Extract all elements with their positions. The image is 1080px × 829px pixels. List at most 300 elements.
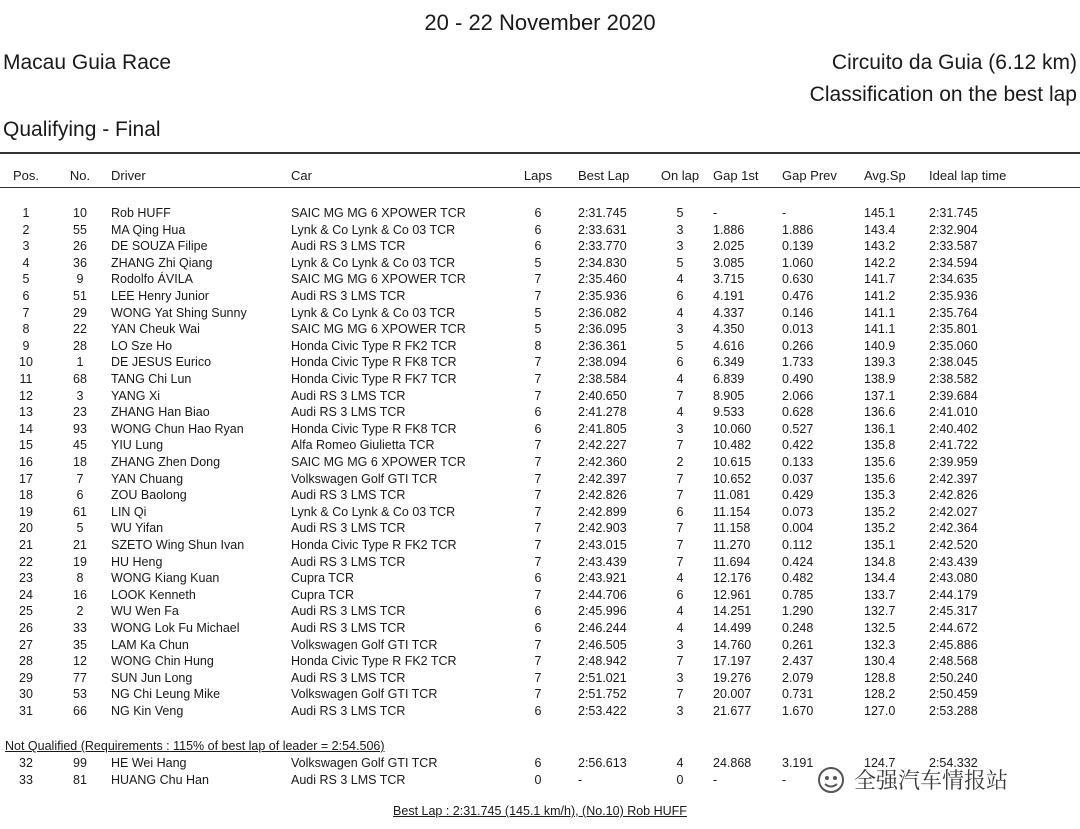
number-cell: 2 — [76, 604, 84, 619]
wechat-icon — [816, 766, 846, 794]
pos-cell: 29 — [19, 670, 33, 685]
laps-cell: 5 — [534, 305, 542, 320]
car-cell: SAIC MG MG 6 XPOWER TCR — [291, 455, 466, 469]
number-cell: 18 — [73, 455, 87, 469]
number-cell: 81 — [73, 772, 87, 787]
best-lap-cell: 2:41.805 — [578, 421, 627, 436]
number-cell: 51 — [73, 289, 87, 303]
pos-cell: 30 — [19, 687, 33, 702]
avg-speed-cell: 143.2 — [864, 239, 896, 254]
number-cell: 53 — [73, 687, 87, 702]
avg-speed-cell: 137.1 — [864, 388, 896, 403]
table-row — [0, 454, 1080, 470]
car-cell: Audi RS 3 LMS TCR — [291, 239, 406, 254]
gap-prev-cell: 0.785 — [782, 587, 814, 602]
col-gap-prev: Gap Prev — [782, 168, 837, 183]
avg-speed-cell: 127.0 — [864, 704, 896, 718]
best-lap-cell: 2:44.706 — [578, 587, 627, 602]
best-lap-cell: 2:35.460 — [578, 272, 627, 287]
car-cell: Cupra TCR — [291, 587, 354, 602]
ideal-lap-cell: 2:44.672 — [929, 621, 978, 635]
pos-cell: 27 — [19, 637, 33, 652]
car-cell: Honda Civic Type R FK2 TCR — [291, 538, 457, 552]
on-lap-cell: 3 — [676, 222, 684, 237]
gap-1st-cell: 3.715 — [713, 272, 745, 287]
gap-prev-cell: 0.429 — [782, 488, 814, 503]
driver-cell: ZOU Baolong — [111, 488, 187, 503]
ideal-lap-cell: 2:35.764 — [929, 305, 978, 320]
gap-prev-cell: 0.490 — [782, 372, 814, 386]
best-lap-cell: 2:38.094 — [578, 355, 627, 370]
ideal-lap-cell: 2:43.080 — [929, 571, 978, 586]
best-lap-footer: Best Lap : 2:31.745 (145.1 km/h), (No.10) Rob HUFF — [393, 804, 687, 818]
gap-1st-cell: 21.677 — [713, 704, 752, 718]
pos-cell: 22 — [19, 554, 33, 569]
gap-1st-cell: 4.191 — [713, 289, 745, 303]
avg-speed-cell: 136.1 — [864, 421, 896, 436]
best-lap-cell: 2:36.095 — [578, 322, 627, 337]
gap-1st-cell: 8.905 — [713, 388, 745, 403]
pos-cell: 14 — [19, 421, 33, 436]
pos-cell: 5 — [22, 272, 30, 287]
gap-prev-cell: 2.066 — [782, 388, 814, 403]
pos-cell: 17 — [19, 471, 33, 486]
laps-cell: 5 — [534, 322, 542, 337]
on-lap-cell: 3 — [676, 704, 684, 718]
pos-cell: 4 — [22, 255, 30, 270]
number-cell: 22 — [73, 322, 87, 337]
col-driver: Driver — [111, 168, 146, 183]
driver-cell: LOOK Kenneth — [111, 587, 196, 602]
car-cell: Honda Civic Type R FK7 TCR — [291, 372, 457, 386]
on-lap-cell: 3 — [676, 637, 684, 652]
ideal-lap-cell: 2:34.594 — [929, 255, 978, 270]
avg-speed-cell: 135.6 — [864, 471, 896, 486]
gap-prev-cell: 0.476 — [782, 289, 814, 303]
table-row — [0, 205, 1080, 221]
best-lap-cell: 2:42.360 — [578, 455, 627, 469]
car-cell: Audi RS 3 LMS TCR — [291, 405, 406, 420]
car-cell: Audi RS 3 LMS TCR — [291, 289, 406, 303]
number-cell: 45 — [73, 438, 87, 453]
laps-cell: 7 — [534, 587, 542, 602]
driver-cell: LEE Henry Junior — [111, 289, 209, 303]
col-best-lap: Best Lap — [578, 168, 630, 183]
driver-cell: SZETO Wing Shun Ivan — [111, 538, 245, 552]
table-row — [0, 587, 1080, 603]
driver-cell: LAM Ka Chun — [111, 637, 189, 652]
gap-1st-cell: 6.349 — [713, 355, 745, 370]
gap-1st-cell: - — [713, 772, 718, 787]
pos-cell: 32 — [19, 756, 33, 770]
driver-cell: Rodolfo ÁVILA — [111, 272, 193, 287]
best-lap-cell: 2:38.584 — [578, 372, 627, 386]
ideal-lap-cell: 2:41.722 — [929, 438, 978, 453]
pos-cell: 8 — [22, 322, 30, 337]
table-row — [0, 686, 1080, 702]
on-lap-cell: 3 — [676, 421, 684, 436]
on-lap-cell: 4 — [676, 571, 684, 586]
avg-speed-cell: 132.7 — [864, 604, 896, 619]
driver-cell: ZHANG Han Biao — [111, 405, 210, 420]
pos-cell: 26 — [19, 621, 33, 635]
gap-1st-cell: 12.961 — [713, 587, 752, 602]
avg-speed-cell: 141.1 — [864, 322, 896, 337]
ideal-lap-cell: 2:34.635 — [929, 272, 978, 287]
gap-1st-cell: 14.499 — [713, 621, 752, 635]
ideal-lap-cell: 2:50.240 — [929, 670, 978, 685]
on-lap-cell: 7 — [676, 488, 684, 503]
laps-cell: 7 — [534, 687, 542, 702]
avg-speed-cell: 133.7 — [864, 587, 896, 602]
avg-speed-cell: 145.1 — [864, 206, 896, 220]
car-cell: Lynk & Co Lynk & Co 03 TCR — [291, 504, 456, 519]
gap-prev-cell: 0.261 — [782, 637, 814, 652]
avg-speed-cell: 139.3 — [864, 355, 896, 370]
table-row — [0, 703, 1080, 719]
pos-cell: 3 — [22, 239, 30, 254]
on-lap-cell: 4 — [676, 604, 684, 619]
number-cell: 6 — [76, 488, 84, 503]
table-row — [0, 255, 1080, 271]
col-gap-1st: Gap 1st — [713, 168, 759, 183]
best-lap-cell: 2:33.770 — [578, 239, 627, 254]
driver-cell: YAN Cheuk Wai — [111, 322, 200, 337]
number-cell: 7 — [76, 471, 84, 486]
number-cell: 68 — [73, 372, 87, 386]
number-cell: 16 — [73, 587, 87, 602]
gap-1st-cell: 11.158 — [713, 521, 751, 536]
table-row — [0, 288, 1080, 304]
on-lap-cell: 7 — [676, 687, 684, 702]
car-cell: Volkswagen Golf GTI TCR — [291, 637, 438, 652]
pos-cell: 9 — [22, 338, 30, 353]
number-cell: 77 — [73, 670, 87, 685]
table-row — [0, 305, 1080, 321]
table-row — [0, 238, 1080, 254]
driver-cell: ZHANG Zhi Qiang — [111, 255, 213, 270]
on-lap-cell: 6 — [676, 289, 684, 303]
laps-cell: 5 — [534, 255, 542, 270]
table-row — [0, 421, 1080, 437]
header-rule-bottom — [0, 187, 1080, 188]
gap-1st-cell: 11.694 — [713, 554, 751, 569]
best-lap-cell: 2:35.936 — [578, 289, 627, 303]
number-cell: 8 — [76, 571, 84, 586]
ideal-lap-cell: 2:42.364 — [929, 521, 978, 536]
pos-cell: 20 — [19, 521, 33, 536]
gap-1st-cell: 10.652 — [713, 471, 752, 486]
gap-prev-cell: 2.079 — [782, 670, 814, 685]
gap-prev-cell: 0.112 — [782, 538, 813, 552]
car-cell: Lynk & Co Lynk & Co 03 TCR — [291, 222, 456, 237]
event-date: 20 - 22 November 2020 — [424, 10, 656, 35]
col-ideal-lap: Ideal lap time — [929, 168, 1007, 183]
on-lap-cell: 4 — [676, 621, 684, 635]
on-lap-cell: 6 — [676, 587, 684, 602]
gap-1st-cell: 10.615 — [713, 455, 752, 469]
ideal-lap-cell: 2:48.568 — [929, 654, 978, 669]
watermark — [816, 764, 1008, 795]
ideal-lap-cell: 2:38.045 — [929, 355, 978, 370]
laps-cell: 6 — [534, 405, 542, 420]
ideal-lap-cell: 2:35.801 — [929, 322, 978, 337]
ideal-lap-cell: 2:33.587 — [929, 239, 978, 254]
gap-prev-cell: 0.482 — [782, 571, 814, 586]
driver-cell: NG Kin Veng — [111, 704, 184, 718]
pos-cell: 2 — [22, 222, 30, 237]
car-cell: Audi RS 3 LMS TCR — [291, 772, 406, 787]
avg-speed-cell: 135.2 — [864, 504, 896, 519]
avg-speed-cell: 136.6 — [864, 405, 896, 420]
pos-cell: 31 — [19, 704, 33, 718]
number-cell: 19 — [73, 554, 87, 569]
driver-cell: HU Heng — [111, 554, 163, 569]
gap-1st-cell: 12.176 — [713, 571, 752, 586]
best-lap-cell: 2:51.752 — [578, 687, 627, 702]
table-row — [0, 371, 1080, 387]
on-lap-cell: 3 — [676, 322, 684, 337]
best-lap-cell: 2:42.826 — [578, 488, 627, 503]
gap-1st-cell: 11.081 — [713, 488, 751, 503]
gap-1st-cell: 20.007 — [713, 687, 752, 702]
driver-cell: WONG Chin Hung — [111, 654, 214, 669]
laps-cell: 0 — [534, 772, 542, 787]
avg-speed-cell: 135.6 — [864, 455, 896, 469]
on-lap-cell: 7 — [676, 521, 684, 536]
gap-1st-cell: 14.760 — [713, 637, 752, 652]
ideal-lap-cell: 2:40.402 — [929, 421, 978, 436]
gap-prev-cell: 0.527 — [782, 421, 814, 436]
ideal-lap-cell: 2:43.439 — [929, 554, 978, 569]
number-cell: 29 — [73, 305, 87, 320]
laps-cell: 7 — [534, 438, 542, 453]
gap-1st-cell: 14.251 — [713, 604, 752, 619]
car-cell: Honda Civic Type R FK2 TCR — [291, 654, 457, 669]
gap-prev-cell: 1.290 — [782, 604, 814, 619]
driver-cell: MA Qing Hua — [111, 222, 186, 237]
car-cell: Audi RS 3 LMS TCR — [291, 488, 406, 503]
pos-cell: 15 — [19, 438, 33, 453]
laps-cell: 7 — [534, 521, 542, 536]
ideal-lap-cell: 2:45.317 — [929, 604, 978, 619]
table-row — [0, 487, 1080, 503]
number-cell: 5 — [76, 521, 84, 536]
best-lap-cell: - — [578, 772, 583, 787]
avg-speed-cell: 140.9 — [864, 338, 896, 353]
laps-cell: 6 — [534, 222, 542, 237]
pos-cell: 25 — [19, 604, 33, 619]
best-lap-cell: 2:42.397 — [578, 471, 627, 486]
circuit-name: Circuito da Guia (6.12 km) — [831, 51, 1077, 74]
driver-cell: HUANG Chu Han — [111, 772, 209, 787]
watermark-text: 全强汽车情报站 — [854, 768, 1009, 793]
pos-cell: 11 — [19, 372, 33, 386]
pos-cell: 12 — [19, 388, 33, 403]
ideal-lap-cell: 2:39.959 — [929, 455, 978, 469]
avg-speed-cell: 135.2 — [864, 521, 896, 536]
event-name: Macau Guia Race — [3, 51, 172, 74]
table-row — [0, 404, 1080, 420]
col-on-lap: On lap — [660, 168, 700, 183]
best-lap-cell: 2:46.244 — [578, 621, 627, 635]
number-cell: 28 — [73, 338, 87, 353]
table-row — [0, 620, 1080, 636]
best-lap-cell: 2:33.631 — [578, 222, 627, 237]
number-cell: 9 — [76, 272, 84, 287]
laps-cell: 7 — [534, 488, 542, 503]
car-cell: Lynk & Co Lynk & Co 03 TCR — [291, 255, 456, 270]
number-cell: 26 — [73, 239, 87, 254]
best-lap-cell: 2:48.942 — [578, 654, 627, 669]
gap-1st-cell: 4.350 — [713, 322, 745, 337]
table-row — [0, 570, 1080, 586]
driver-cell: YANG Xi — [111, 388, 161, 403]
table-row — [0, 354, 1080, 370]
number-cell: 66 — [73, 704, 87, 718]
gap-prev-cell: 0.731 — [782, 687, 814, 702]
number-cell: 35 — [73, 637, 87, 652]
driver-cell: WU Yifan — [111, 521, 164, 536]
on-lap-cell: 7 — [676, 471, 684, 486]
driver-cell: ZHANG Zhen Dong — [111, 455, 221, 469]
on-lap-cell: 4 — [676, 272, 684, 287]
col-laps: Laps — [523, 168, 553, 183]
table-row — [0, 388, 1080, 404]
on-lap-cell: 7 — [676, 538, 684, 552]
best-lap-cell: 2:51.021 — [578, 670, 627, 685]
gap-prev-cell: 0.266 — [782, 338, 814, 353]
avg-speed-cell: 142.2 — [864, 255, 896, 270]
session-title: Qualifying - Final — [3, 118, 161, 141]
car-cell: Honda Civic Type R FK2 TCR — [291, 338, 457, 353]
avg-speed-cell: 143.4 — [864, 222, 896, 237]
gap-prev-cell: 1.060 — [782, 255, 814, 270]
best-lap-cell: 2:42.899 — [578, 504, 627, 519]
avg-speed-cell: 138.9 — [864, 372, 896, 386]
driver-cell: Rob HUFF — [111, 206, 171, 220]
driver-cell: YIU Lung — [111, 438, 164, 453]
table-row — [0, 554, 1080, 570]
gap-prev-cell: 2.437 — [782, 654, 814, 669]
number-cell: 10 — [73, 206, 87, 220]
driver-cell: TANG Chi Lun — [111, 372, 192, 386]
ideal-lap-cell: 2:53.288 — [929, 704, 978, 718]
avg-speed-cell: 128.8 — [864, 670, 896, 685]
table-row — [0, 471, 1080, 487]
on-lap-cell: 7 — [676, 554, 684, 569]
col-car: Car — [291, 168, 312, 183]
car-cell: Volkswagen Golf GTI TCR — [291, 471, 438, 486]
ideal-lap-cell: 2:54.332 — [929, 756, 978, 770]
gap-1st-cell: 10.060 — [713, 421, 752, 436]
table-row — [0, 321, 1080, 337]
car-cell: SAIC MG MG 6 XPOWER TCR — [291, 322, 466, 337]
gap-prev-cell: 0.013 — [782, 322, 814, 337]
driver-cell: DE JESUS Eurico — [111, 355, 212, 370]
avg-speed-cell: 135.3 — [864, 488, 896, 503]
ideal-lap-cell: 2:41.010 — [929, 405, 978, 420]
gap-prev-cell: 3.191 — [782, 756, 814, 770]
gap-prev-cell: 0.248 — [782, 621, 814, 635]
driver-cell: WONG Lok Fu Michael — [111, 621, 240, 635]
laps-cell: 7 — [534, 455, 542, 469]
gap-prev-cell: 0.146 — [782, 305, 814, 320]
avg-speed-cell: 134.8 — [864, 554, 896, 569]
best-lap-cell: 2:36.361 — [578, 338, 627, 353]
avg-speed-cell: 130.4 — [864, 654, 896, 669]
laps-cell: 7 — [534, 654, 542, 669]
best-lap-cell: 2:43.439 — [578, 554, 627, 569]
gap-prev-cell: 1.886 — [782, 222, 814, 237]
best-lap-cell: 2:40.650 — [578, 388, 627, 403]
best-lap-cell: 2:36.082 — [578, 305, 627, 320]
car-cell: Alfa Romeo Giulietta TCR — [291, 438, 435, 453]
table-row — [0, 603, 1080, 619]
on-lap-cell: 3 — [676, 239, 684, 254]
driver-cell: WU Wen Fa — [111, 604, 179, 619]
gap-prev-cell: 0.073 — [782, 504, 814, 519]
on-lap-cell: 3 — [676, 670, 684, 685]
laps-cell: 8 — [534, 338, 542, 353]
number-cell: 61 — [73, 504, 87, 519]
avg-speed-cell: 141.2 — [864, 289, 896, 303]
table-row — [0, 670, 1080, 686]
avg-speed-cell: 141.1 — [864, 305, 896, 320]
gap-1st-cell: 6.839 — [713, 372, 745, 386]
on-lap-cell: 5 — [676, 255, 684, 270]
gap-prev-cell: 0.630 — [782, 272, 814, 287]
laps-cell: 7 — [534, 538, 542, 552]
col-avg-speed: Avg.Sp — [864, 168, 906, 183]
laps-cell: 6 — [534, 421, 542, 436]
car-cell: Honda Civic Type R FK8 TCR — [291, 421, 457, 436]
on-lap-cell: 6 — [676, 504, 684, 519]
gap-prev-cell: - — [782, 772, 787, 787]
pos-cell: 1 — [22, 206, 30, 220]
driver-cell: HE Wei Hang — [111, 756, 187, 770]
driver-cell: SUN Jun Long — [111, 670, 193, 685]
laps-cell: 7 — [534, 504, 542, 519]
avg-speed-cell: 132.3 — [864, 637, 896, 652]
header-rule-top — [0, 152, 1080, 154]
gap-prev-cell: 0.004 — [782, 521, 814, 536]
gap-prev-cell: 0.133 — [782, 455, 814, 469]
on-lap-cell: 5 — [676, 206, 684, 220]
car-cell: Audi RS 3 LMS TCR — [291, 521, 406, 536]
number-cell: 3 — [76, 388, 84, 403]
pos-cell: 28 — [19, 654, 33, 669]
table-row — [0, 520, 1080, 536]
number-cell: 93 — [73, 421, 87, 436]
gap-prev-cell: 1.670 — [782, 704, 814, 718]
ideal-lap-cell: 2:31.745 — [929, 206, 978, 220]
table-row — [0, 637, 1080, 653]
ideal-lap-cell: 2:38.582 — [929, 372, 978, 386]
on-lap-cell: 2 — [676, 455, 684, 469]
gap-prev-cell: 0.139 — [782, 239, 814, 254]
driver-cell: WONG Kiang Kuan — [111, 571, 220, 586]
on-lap-cell: 4 — [676, 756, 684, 770]
car-cell: Lynk & Co Lynk & Co 03 TCR — [291, 305, 456, 320]
ideal-lap-cell: 2:39.684 — [929, 388, 978, 403]
ideal-lap-cell: 2:35.936 — [929, 289, 978, 303]
gap-1st-cell: 17.197 — [713, 654, 752, 669]
laps-cell: 7 — [534, 272, 542, 287]
car-cell: Audi RS 3 LMS TCR — [291, 670, 406, 685]
ideal-lap-cell: 2:42.027 — [929, 504, 978, 519]
driver-cell: WONG Yat Shing Sunny — [111, 305, 247, 320]
